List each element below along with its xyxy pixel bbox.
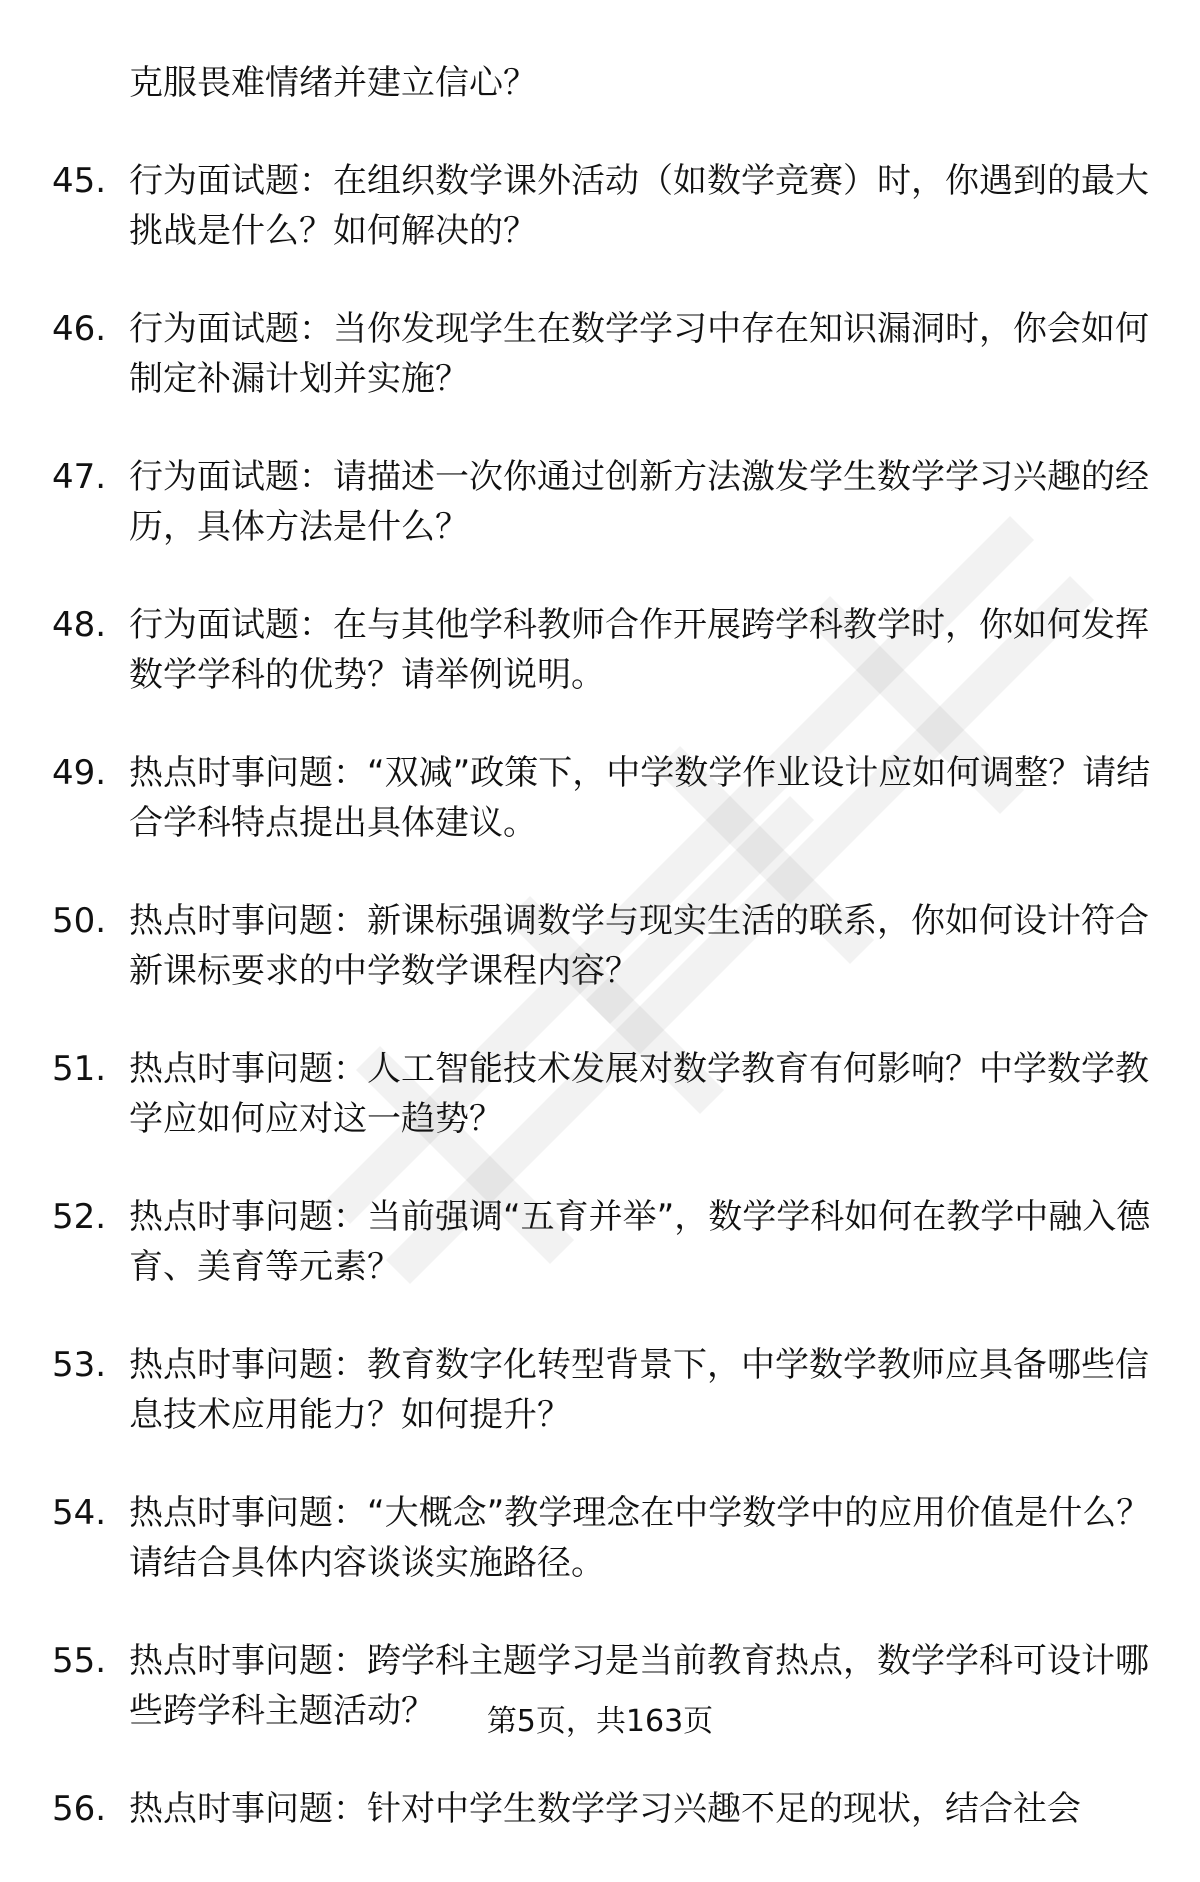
item-number: 51. [52,1049,107,1089]
item-number: 50. [52,901,107,941]
item-text: 热点时事问题：新课标强调数学与现实生活的联系，你如何设计符合新课标要求的中学数学课程内容？ [129,901,1149,991]
item-text: 行为面试题：在与其他学科教师合作开展跨学科教学时，你如何发挥数学学科的优势？请举例说明。 [129,605,1149,695]
list-item [52,1784,1152,1834]
list-item [52,600,1152,700]
item-number: 55. [52,1641,107,1681]
question-list [0,58,1200,1882]
list-item [52,896,1152,996]
list-item [52,1340,1152,1440]
item-number: 53. [52,1345,107,1385]
item-number: 47. [52,457,107,497]
item-text: 行为面试题：当你发现学生在数学学习中存在知识漏洞时，你会如何制定补漏计划并实施？ [129,309,1149,399]
item-text: 热点时事问题：“大概念”教学理念在中学数学中的应用价值是什么？请结合具体内容谈谈实施路径。 [129,1493,1151,1583]
item-text: 行为面试题：在组织数学课外活动（如数学竞赛）时，你遇到的最大挑战是什么？如何解决的？ [129,161,1149,251]
continuation-text: 克服畏难情绪并建立信心？ [129,63,537,103]
item-text: 热点时事问题：当前强调“五育并举”，数学学科如何在教学中融入德育、美育等元素？ [129,1197,1151,1287]
list-item [52,452,1152,552]
list-item [52,1488,1152,1588]
item-text: 热点时事问题：教育数字化转型背景下，中学数学教师应具备哪些信息技术应用能力？如何提升？ [129,1345,1149,1435]
list-item [52,1192,1152,1292]
item-number: 49. [52,753,107,793]
list-item [52,748,1152,848]
item-text: 热点时事问题：人工智能技术发展对数学教育有何影响？中学数学教学应如何应对这一趋势？ [129,1049,1149,1139]
item-number: 45. [52,161,107,201]
item-text: 热点时事问题：针对中学生数学学习兴趣不足的现状，结合社会 [129,1789,1081,1829]
item-number: 48. [52,605,107,645]
item-number: 46. [52,309,107,349]
item-number: 52. [52,1197,107,1237]
item-number: 54. [52,1493,107,1533]
list-item [52,156,1152,256]
item-number: 56. [52,1789,107,1829]
list-item [52,304,1152,404]
page-footer: 第5页，共163页 [486,1704,714,1739]
list-item [52,1044,1152,1144]
item-text: 行为面试题：请描述一次你通过创新方法激发学生数学学习兴趣的经历，具体方法是什么？ [129,457,1149,547]
item-text: 热点时事问题：跨学科主题学习是当前教育热点，数学学科可设计哪些跨学科主题活动？ [129,1641,1149,1731]
item-text: 热点时事问题：“双减”政策下，中学数学作业设计应如何调整？请结合学科特点提出具体建议。 [129,753,1151,843]
